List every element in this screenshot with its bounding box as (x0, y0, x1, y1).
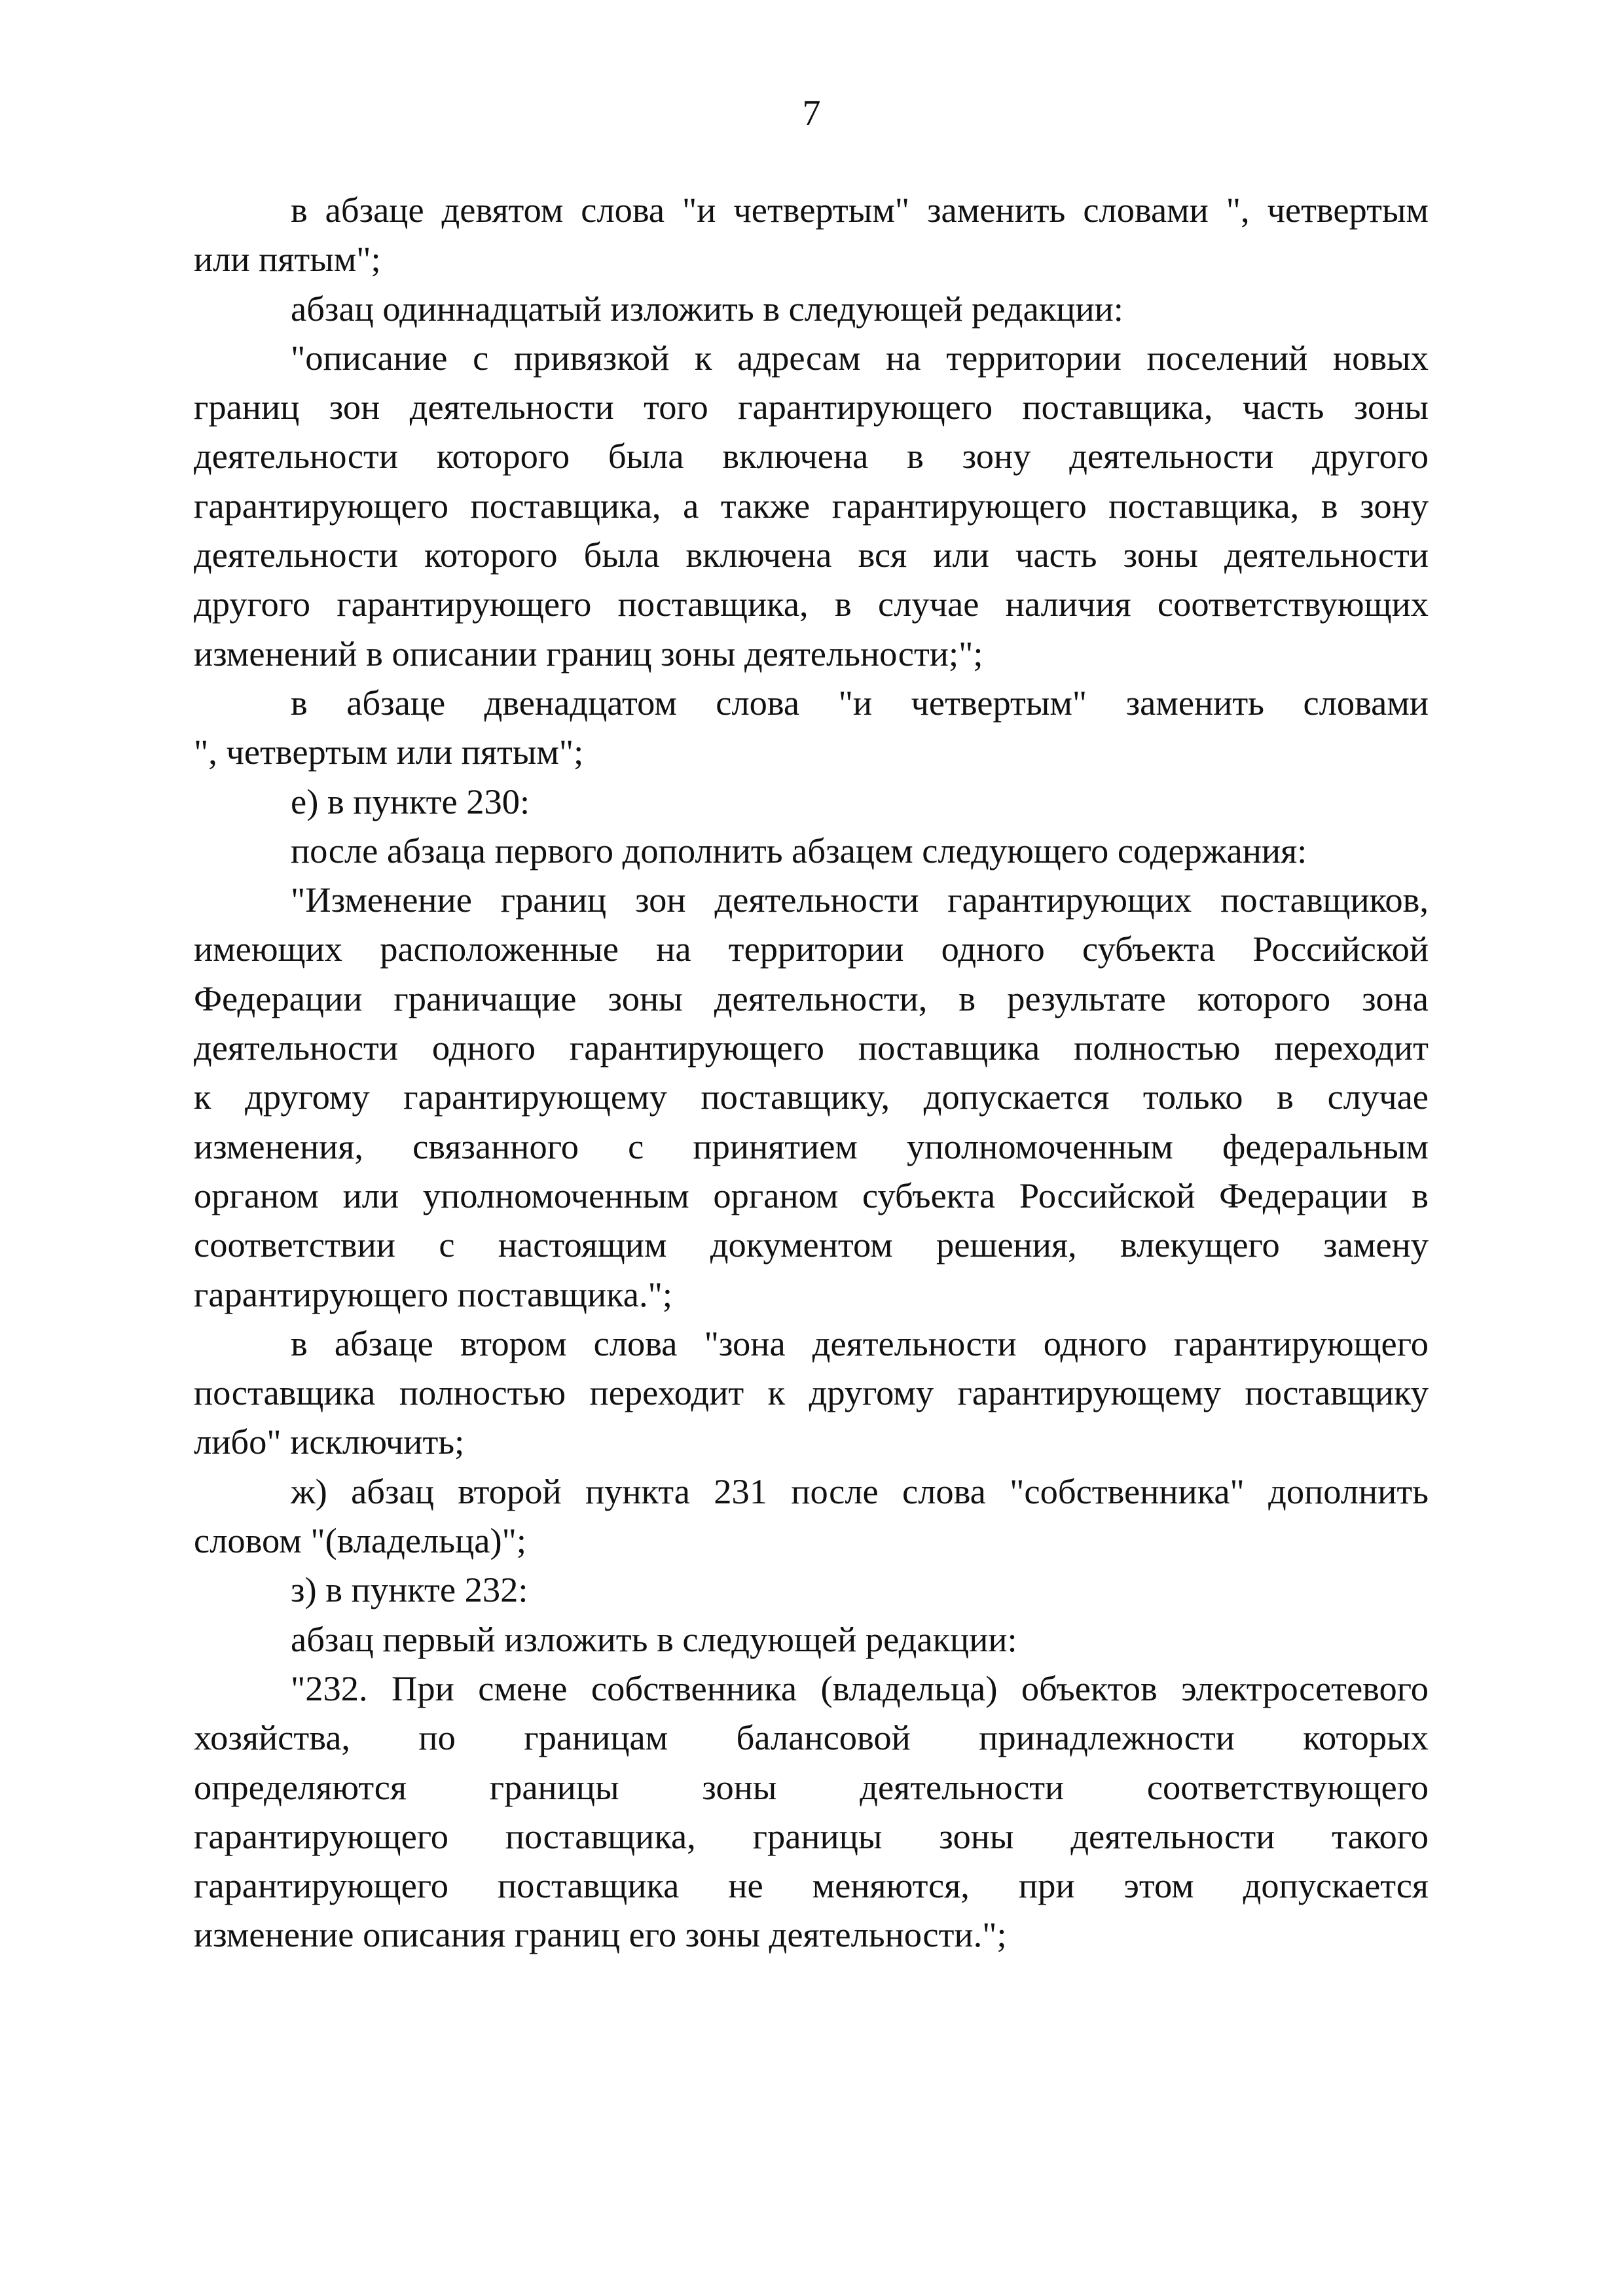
text-line: в абзаце двенадцатом слова "и четвертым" заменить словами (291, 682, 1429, 723)
text-line: абзац одиннадцатый изложить в следующей редакции: (291, 288, 1123, 329)
text-line: ж) абзац второй пункта 231 после слова "собственника" дополнить (291, 1471, 1429, 1511)
paragraph (194, 678, 1429, 777)
paragraph (194, 333, 1429, 678)
text-line: после абзаца первого дополнить абзацем следующего содержания: (291, 830, 1307, 870)
text-line: имеющих расположенные на территории одного субъекта Российской (194, 929, 1429, 969)
text-line: "описание с привязкой к адресам на территории поселений новых (291, 337, 1429, 378)
text-line: либо" исключить; (194, 1422, 465, 1462)
paragraph (194, 1615, 1429, 1664)
paragraph (194, 826, 1429, 875)
text-line: в абзаце девятом слова "и четвертым" заменить словами ", четвертым (291, 190, 1429, 230)
page-number: 7 (802, 93, 821, 134)
text-line: "Изменение границ зон деятельности гарантирующих поставщиков, (291, 880, 1429, 920)
text-line: определяются границы зоны деятельности соответствующего (194, 1767, 1429, 1807)
text-line: абзац первый изложить в следующей редакции: (291, 1619, 1017, 1659)
text-line: органом или уполномоченным органом субъекта Российской Федерации в (194, 1175, 1429, 1215)
paragraph (194, 284, 1429, 333)
text-line: хозяйства, по границам балансовой принадлежности которых (194, 1717, 1429, 1758)
text-line: гарантирующего поставщика."; (194, 1274, 673, 1314)
text-line: изменений в описании границ зоны деятельности;"; (194, 633, 983, 673)
text-line: деятельности одного гарантирующего поставщика полностью переходит (194, 1028, 1429, 1068)
text-line: "232. При смене собственника (владельца) объектов электросетевого (291, 1668, 1429, 1708)
paragraph (194, 1319, 1429, 1467)
paragraph (194, 875, 1429, 1319)
text-line: з) в пункте 232: (291, 1570, 528, 1610)
text-line: поставщика полностью переходит к другому гарантирующему поставщику (194, 1372, 1429, 1413)
text-line: деятельности которого была включена в зону деятельности другого (194, 436, 1429, 476)
text-line: изменения, связанного с принятием уполномоченным федеральным (194, 1126, 1429, 1166)
text-line: или пятым"; (194, 239, 381, 279)
text-line: изменение описания границ его зоны деятельности."; (194, 1914, 1007, 1955)
text-line: гарантирующего поставщика не меняются, при этом допускается (194, 1865, 1429, 1906)
paragraph (194, 777, 1429, 826)
text-line: Федерации граничащие зоны деятельности, в результате которого зона (194, 978, 1429, 1018)
text-line: е) в пункте 230: (291, 781, 530, 821)
text-line: границ зон деятельности того гарантирующего поставщика, часть зоны (194, 387, 1429, 427)
text-line: ", четвертым или пятым"; (194, 732, 584, 772)
text-line: словом "(владельца)"; (194, 1520, 526, 1561)
text-line: в абзаце втором слова "зона деятельности одного гарантирующего (291, 1323, 1429, 1363)
text-line: другого гарантирующего поставщика, в случае наличия соответствующих (194, 584, 1429, 624)
paragraph (194, 1467, 1429, 1566)
text-line: соответствии с настоящим документом решения, влекущего замену (194, 1225, 1429, 1265)
paragraph (194, 1664, 1429, 1960)
paragraph (194, 185, 1429, 284)
document-body (194, 185, 1429, 1960)
text-line: деятельности которого была включена вся или часть зоны деятельности (194, 535, 1429, 575)
text-line: к другому гарантирующему поставщику, допускается только в случае (194, 1077, 1429, 1117)
text-line: гарантирующего поставщика, а также гарантирующего поставщика, в зону (194, 485, 1429, 526)
text-line: гарантирующего поставщика, границы зоны деятельности такого (194, 1816, 1429, 1856)
paragraph (194, 1565, 1429, 1614)
